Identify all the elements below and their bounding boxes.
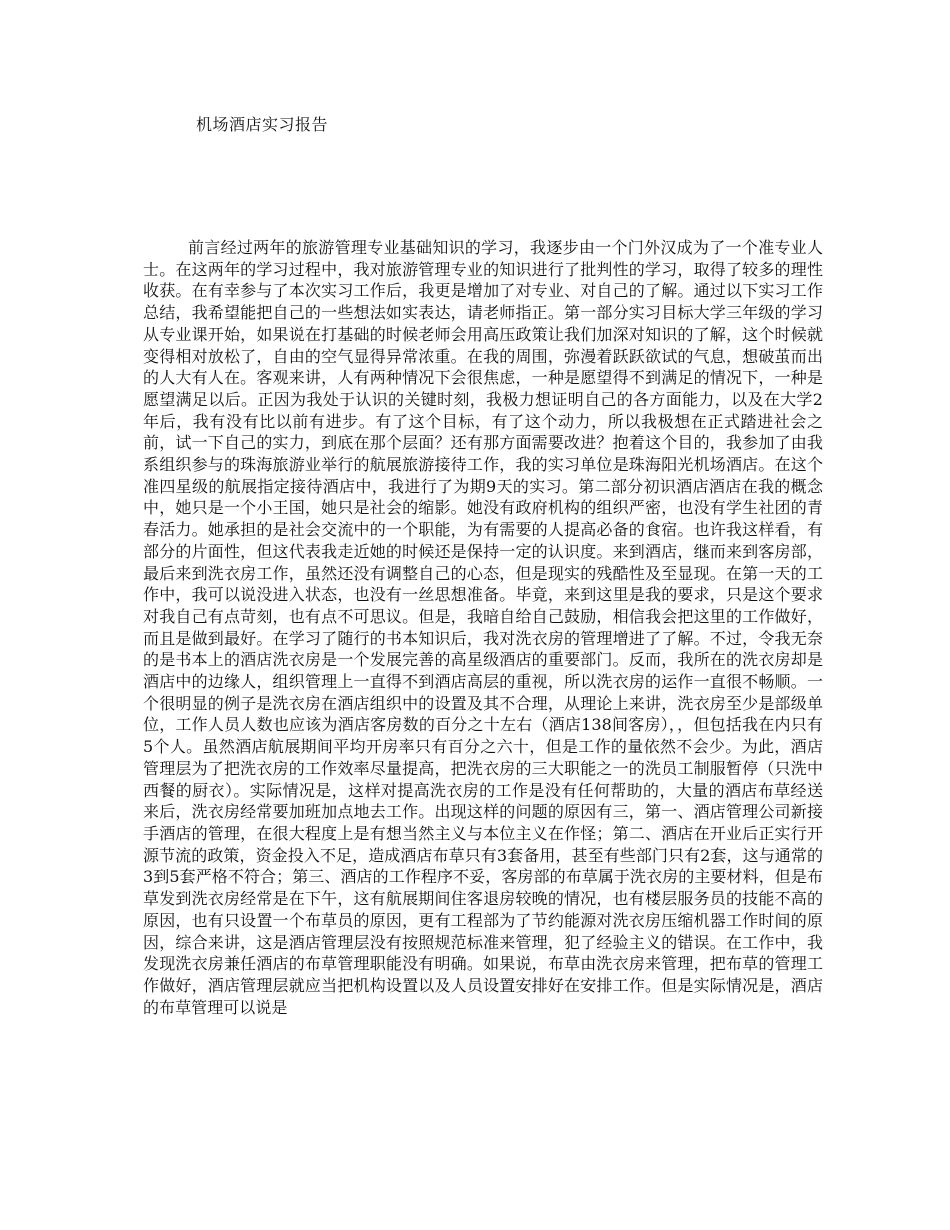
document-body-paragraph: 前言经过两年的旅游管理专业基础知识的学习，我逐步由一个门外汉成为了一个准专业人士。在这两年的学习过程中，我对旅游管理专业的知识进行了批判性的学习，取得了较多的理性收获。在有幸参与了本次实习工作后，我更是增加了对专业、对自己的了解。通过以下实习工作总结，我希望能把自己的一些想法如实表达，请老师指正。第一部分实习目标大学三年级的学习从专业课开始，如果说在打基础的时候老师会用高压政策让我们加深对知识的了解，这个时候就变得相对放松了，自由的空气显得异常浓重。在我的周围，弥漫着跃跃欲试的气息，想破茧而出的人大有人在。客观来讲，人有两种情况下会很焦虑，一种是愿望得不到满足的情况下，一种是愿望满足以后。正因为我处于认识的关键时刻，我极力想证明自己的各方面能力，以及在大学2年后，我有没有比以前有进步。有了这个目标，有了这个动力，所以我极想在正式踏进社会之前，试一下自己的实力，到底在那个层面？还有那方面需要改进？抱着这个目的，我参加了由我系组织参与的珠海旅游业举行的航展旅游接待工作，我的实习单位是珠海阳光机场酒店。在这个准四星级的航展指定接待酒店中，我进行了为期9天的实习。第二部分初识酒店酒店在我的概念中，她只是一个小王国，她只是社会的缩影。她没有政府机构的组织严密，也没有学生社团的青春活力。她承担的是社会交流中的一个职能，为有需要的人提高必备的食宿。也许我这样看，有部分的片面性，但这代表我走近她的时候还是保持一定的认识度。来到酒店，继而来到客房部，最后来到洗衣房工作，虽然还没有调整自己的心态，但是现实的残酷性及至显现。在第一天的工作中，我可以说没进入状态，也没有一丝思想准备。毕竟，来到这里是我的要求，只是这个要求对我自己有点苛刻，也有点不可思议。但是，我暗自给自己鼓励，相信我会把这里的工作做好，而且是做到最好。在学习了随行的书本知识后，我对洗衣房的管理增进了了解。不过，令我无奈的是书本上的酒店洗衣房是一个发展完善的高星级酒店的重要部门。反而，我所在的洗衣房却是酒店中的边缘人，组织管理上一直得不到酒店高层的重视，所以洗衣房的运作一直很不畅顺。一个很明显的例子是洗衣房在酒店组织中的设置及其不合理，从理论上来讲，洗衣房至少是部级单位，工作人员人数也应该为酒店客房数的百分之十左右（酒店138间客房），，但包括我在内只有5个人。虽然酒店航展期间平均开房率只有百分之六十，但是工作的量依然不会少。为此，酒店管理层为了把洗衣房的工作效率尽量提高，把洗衣房的三大职能之一的洗员工制服暂停（只洗中西餐的厨衣）。实际情况是，这样对提高洗衣房的工作是没有任何帮助的，大量的酒店布草经送来后，洗衣房经常要加班加点地去工作。出现这样的问题的原因有三，第一、酒店管理公司新接手酒店的管理，在很大程度上是有想当然主义与本位主义在作怪；第二、酒店在开业后正实行开源节流的政策，资金投入不足，造成酒店布草只有3套备用，甚至有些部门只有2套，这与通常的3到5套严格不符合；第三、酒店的工作程序不妥，客房部的布草属于洗衣房的主要材料，但是布草发到洗衣房经常是在下午，这有航展期间住客退房较晚的情况，也有楼层服务员的技能不高的原因，也有只设置一个布草员的原因，更有工程部为了节约能源对洗衣房压缩机器工作时间的原因，综合来讲，这是酒店管理层没有按照规范标准来管理，犯了经验主义的错误。在工作中，我发现洗衣房兼任酒店的布草管理职能没有明确。如果说，布草由洗衣房来管理，把布草的管理工作做好，酒店管理层就应当把机构设置以及人员设置安排好在安排工作。但是实际情况是，酒店的布草管理可以说是: [143, 238, 823, 1017]
document-title: 机场酒店实习报告: [196, 115, 329, 134]
